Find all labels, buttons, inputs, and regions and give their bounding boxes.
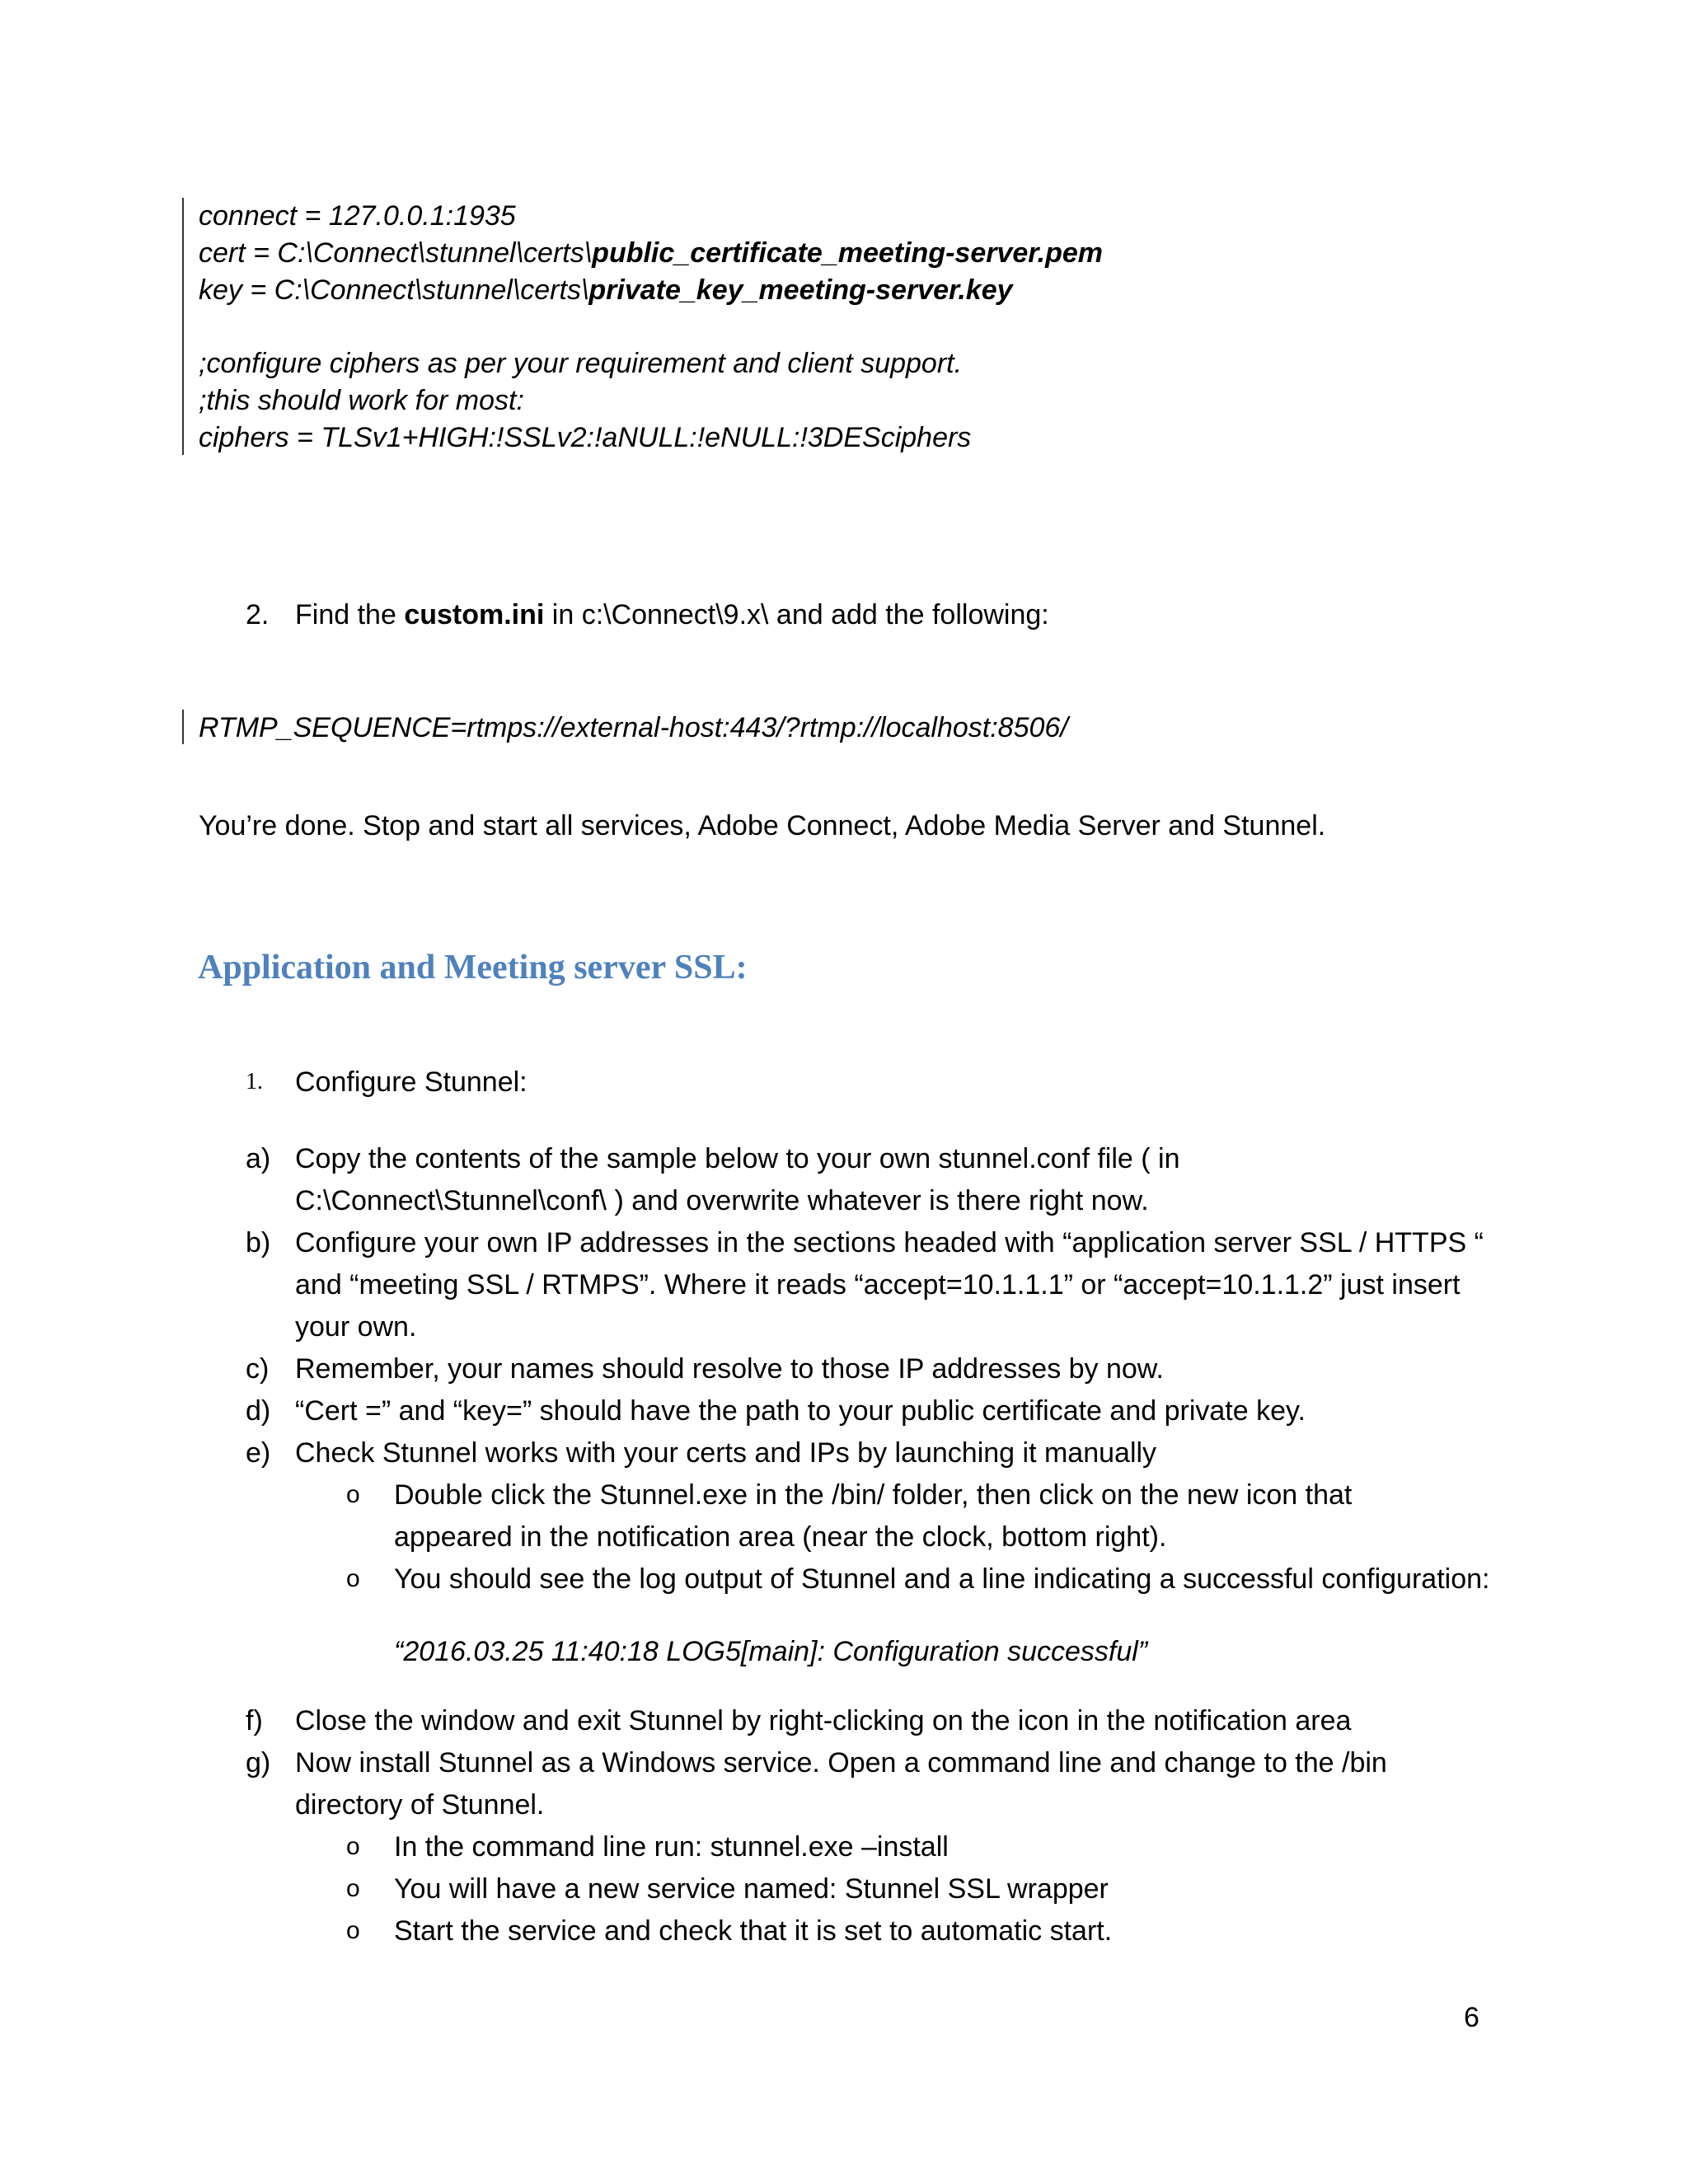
config-line-ciphers: ciphers = TLSv1+HIGH:!SSLv2:!aNULL:!eNULL:!3DESciphers bbox=[199, 422, 972, 453]
step-2-filename: custom.ini bbox=[404, 599, 545, 630]
list-marker-f: f) bbox=[246, 1705, 263, 1736]
list-marker-g: g) bbox=[246, 1747, 271, 1779]
list-marker-d: d) bbox=[246, 1395, 271, 1427]
log-quote: “2016.03.25 11:40:18 LOG5[main]: Configuration successful” bbox=[394, 1636, 1148, 1667]
list-item-g-line-2: directory of Stunnel. bbox=[295, 1789, 545, 1821]
list-marker-a: a) bbox=[246, 1143, 271, 1174]
change-bar-rtmp bbox=[182, 710, 184, 744]
sub-bullet-e-1: o bbox=[346, 1481, 360, 1508]
change-bar-config bbox=[182, 198, 184, 455]
config-key-filename: private_key_meeting-server.key bbox=[588, 274, 1013, 306]
list-marker-e: e) bbox=[246, 1437, 271, 1469]
list-item-f-line-1: Close the window and exit Stunnel by right-clicking on the icon in the notification area bbox=[295, 1705, 1352, 1736]
config-cert-prefix: cert = C:\Connect\stunnel\certs\ bbox=[199, 237, 593, 269]
list-item-e-line-1: Check Stunnel works with your certs and IPs by launching it manually bbox=[295, 1437, 1157, 1469]
list-item-b-line-3: your own. bbox=[295, 1311, 417, 1343]
list-item-d-line-1: “Cert =” and “key=” should have the path to your public certificate and private key. bbox=[295, 1395, 1306, 1427]
sub-bullet-e-2: o bbox=[346, 1565, 360, 1592]
step-2-text-after: in c:\Connect\9.x\ and add the following: bbox=[544, 599, 1049, 630]
list-marker-b: b) bbox=[246, 1227, 271, 1258]
configure-number: 1. bbox=[246, 1069, 263, 1094]
list-item-b-line-2: and “meeting SSL / RTMPS”. Where it reads “accept=10.1.1.1” or “accept=10.1.1.2” just insert bbox=[295, 1269, 1461, 1301]
step-2-text-before: Find the bbox=[295, 599, 405, 630]
sub-item-g-2: You will have a new service named: Stunnel SSL wrapper bbox=[394, 1873, 1109, 1905]
sub-item-g-3: Start the service and check that it is set to automatic start. bbox=[394, 1915, 1113, 1947]
step-2-number: 2. bbox=[246, 599, 270, 630]
list-marker-c: c) bbox=[246, 1353, 270, 1385]
page-number: 6 bbox=[1464, 2002, 1479, 2033]
configure-label: Configure Stunnel: bbox=[295, 1066, 528, 1098]
list-item-g-line-1: Now install Stunnel as a Windows service. Open a command line and change to the /bin bbox=[295, 1747, 1387, 1779]
sub-item-g-1: In the command line run: stunnel.exe –install bbox=[394, 1831, 949, 1863]
config-comment-2: ;this should work for most: bbox=[199, 385, 524, 416]
config-comment-1: ;configure ciphers as per your requirement and client support. bbox=[199, 348, 963, 379]
config-line-connect: connect = 127.0.0.1:1935 bbox=[199, 200, 516, 232]
sub-bullet-g-3: o bbox=[346, 1917, 360, 1944]
config-line-key bbox=[199, 272, 1013, 308]
sub-item-e-1-line-2: appeared in the notification area (near the clock, bottom right). bbox=[394, 1521, 1167, 1553]
section-heading: Application and Meeting server SSL: bbox=[198, 949, 748, 987]
config-line-cert bbox=[199, 235, 1103, 271]
done-paragraph: You’re done. Stop and start all services, Adobe Connect, Adobe Media Server and Stunnel. bbox=[199, 810, 1326, 841]
step-2-text bbox=[295, 597, 1049, 633]
rtmp-sequence-line: RTMP_SEQUENCE=rtmps://external-host:443/?rtmp://localhost:8506/ bbox=[199, 712, 1068, 743]
config-key-prefix: key = C:\Connect\stunnel\certs\ bbox=[199, 274, 589, 306]
list-item-b-line-1: Configure your own IP addresses in the sections headed with “application server SSL / HTTPS “ bbox=[295, 1227, 1484, 1258]
list-item-c-line-1: Remember, your names should resolve to those IP addresses by now. bbox=[295, 1353, 1164, 1385]
list-item-a-line-2: C:\Connect\Stunnel\conf\ ) and overwrite whatever is there right now. bbox=[295, 1185, 1149, 1216]
sub-bullet-g-1: o bbox=[346, 1833, 360, 1860]
sub-bullet-g-2: o bbox=[346, 1875, 360, 1902]
sub-item-e-2-line-1: You should see the log output of Stunnel and a line indicating a successful configuration: bbox=[394, 1563, 1490, 1595]
list-item-a-line-1: Copy the contents of the sample below to your own stunnel.conf file ( in bbox=[295, 1143, 1180, 1174]
config-cert-filename: public_certificate_meeting-server.pem bbox=[592, 237, 1103, 269]
sub-item-e-1-line-1: Double click the Stunnel.exe in the /bin/ folder, then click on the new icon that bbox=[394, 1479, 1353, 1511]
